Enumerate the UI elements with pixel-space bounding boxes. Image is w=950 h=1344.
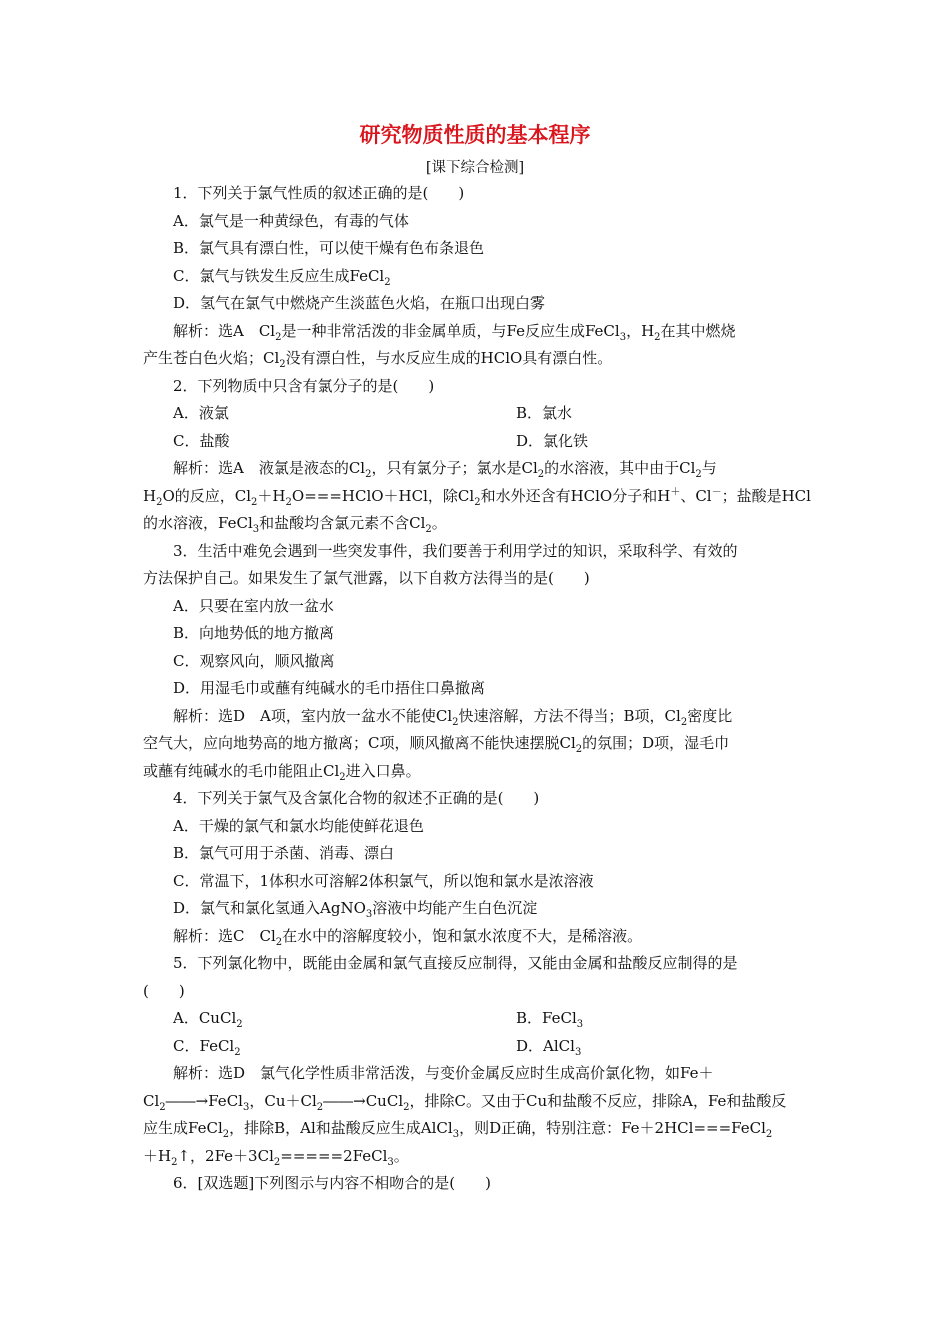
question-6-stem: 6．[双选题]下列图示与内容不相吻合的是( ): [173, 1174, 491, 1192]
question-5-stem-line-1: 5．下列氯化物中，既能由金属和氯气直接反应制得，又能由金属和盐酸反应制得的是: [173, 954, 738, 972]
q5-option-b: B．FeCl$_3$: [516, 1009, 584, 1030]
question-2-stem: 2．下列物质中只含有氯分子的是( ): [173, 376, 435, 395]
q4-analysis: 解析：选C $Cl_2$在水中的溶解度较小，饱和氯水浓度不大，是稀溶液。: [173, 926, 643, 948]
q3-analysis-line-3: 或蘸有纯碱水的毛巾能阻止$Cl_2$进入口鼻。: [143, 761, 421, 783]
q3-analysis-line-2: 空气大，应向地势高的地方撤离；C项，顺风撤离不能快速摆脱$Cl_2$的氛围；D项，湿毛巾: [143, 734, 730, 755]
page-title: 研究物质性质的基本程序: [359, 123, 591, 147]
q2-analysis-line-1: 解析：选A 液氯是液态的$Cl_2$，只有氯分子；氯水是$Cl_2$的水溶液，其中由于$Cl_2$与: [173, 459, 717, 480]
q2-option-c: C．盐酸: [173, 431, 230, 450]
q3-option-c: C．观察风向，顺风撤离: [173, 651, 335, 670]
question-3-stem-line-2: 方法保护自己。如果发生了氯气泄露，以下自救方法得当的是( ): [143, 569, 590, 587]
question-5-stem-line-2: ( ): [143, 981, 185, 1000]
q5-analysis-line-1: 解析：选D 氯气化学性质非常活泼，与变价金属反应时生成高价氯化物，如Fe＋: [173, 1064, 714, 1082]
q5-analysis-line-2: $Cl_2――\to FeCl_3$，$Cu+Cl_2――\to CuCl_2$，排除C。又由于Cu和盐酸不反应，排除A，Fe和盐酸反: [143, 1091, 787, 1113]
q3-option-a: A．只要在室内放一盆水: [173, 596, 334, 615]
q1-analysis-line-2: 产生苍白色火焰；$Cl_2$没有漂白性，与水反应生成的HClO具有漂白性。: [143, 349, 613, 370]
q1-option-a: A．氯气是一种黄绿色，有毒的气体: [173, 211, 409, 230]
q2-options-row-1: [143, 400, 808, 428]
q2-analysis-line-2: $H_2O$的反应，$Cl_2+H_2O===HClO+HCl$，除$Cl_2$和水外还含有HClO分子和H＋、Cl－；盐酸是HCl: [143, 486, 811, 508]
q5-options-row-1: [143, 1005, 808, 1033]
q5-analysis-line-4: $+H_2↑$，$2Fe+3Cl_2=====2FeCl_3$。: [143, 1146, 409, 1168]
q1-option-d: D．氢气在氯气中燃烧产生淡蓝色火焰，在瓶口出现白雾: [173, 294, 546, 312]
question-3-stem-line-1: 3．生活中难免会遇到一些突发事件，我们要善于利用学过的知识，采取科学、有效的: [173, 541, 738, 560]
q2-options-row-2: [143, 428, 808, 456]
question-1-stem: 1．下列关于氯气性质的叙述正确的是( ): [173, 184, 465, 202]
q1-option-c: C．氯气与铁发生反应生成FeCl$_2$: [173, 266, 391, 288]
question-4-stem: 4．下列关于氯气及含氯化合物的叙述不正确的是( ): [173, 789, 540, 807]
q2-option-b: B．氯水: [516, 404, 573, 422]
q4-option-a: A．干燥的氯气和氯水均能使鲜花退色: [173, 816, 424, 835]
q5-option-a: A．CuCl$_2$: [173, 1009, 243, 1030]
q4-option-b: B．氯气可用于杀菌、消毒、漂白: [173, 844, 395, 862]
emphasis-dot: 不: [422, 789, 438, 807]
document-body: [143, 180, 811, 1198]
q4-option-d: D．氯气和氯化氢通入AgNO$_3$溶液中均能产生白色沉淀: [173, 899, 538, 920]
q5-option-c: C．FeCl$_2$: [173, 1036, 241, 1058]
q3-analysis-line-1: 解析：选D A项，室内放一盆水不能使$Cl_2$快速溶解，方法不得当；B项，$Cl_2$密度比: [173, 706, 733, 728]
q5-options-row-2: [143, 1033, 808, 1061]
q2-option-d: D．氯化铁: [516, 431, 589, 450]
q3-option-d: D．用湿毛巾或蘸有纯碱水的毛巾捂住口鼻撤离: [173, 679, 486, 697]
q2-analysis-line-3: 的水溶液，FeCl$_3$和盐酸均含氯元素不含$Cl_2$。: [143, 514, 447, 535]
q4-option-c: C．常温下，1体积水可溶解2体积氯气，所以饱和氯水是浓溶液: [173, 871, 594, 890]
q3-option-b: B．向地势低的地方撤离: [173, 624, 335, 642]
page-subtitle: [课下综合检测]: [425, 160, 525, 176]
q5-analysis-line-3: 应生成FeCl$_2$，排除B，Al和盐酸反应生成AlCl$_3$，则D正确，特别注意：Fe＋2HCl===FeCl$_2$: [143, 1119, 773, 1140]
q1-analysis-line-1: 解析：选A $Cl_2$是一种非常活泼的非金属单质，与Fe反应生成FeCl$_3$，$H_2$在其中燃烧: [173, 321, 736, 343]
q2-option-a: A．液氯: [173, 404, 229, 422]
q1-option-b: B．氯气具有漂白性，可以使干燥有色布条退色: [173, 239, 485, 257]
q5-option-d: D．AlCl$_3$: [516, 1036, 582, 1058]
